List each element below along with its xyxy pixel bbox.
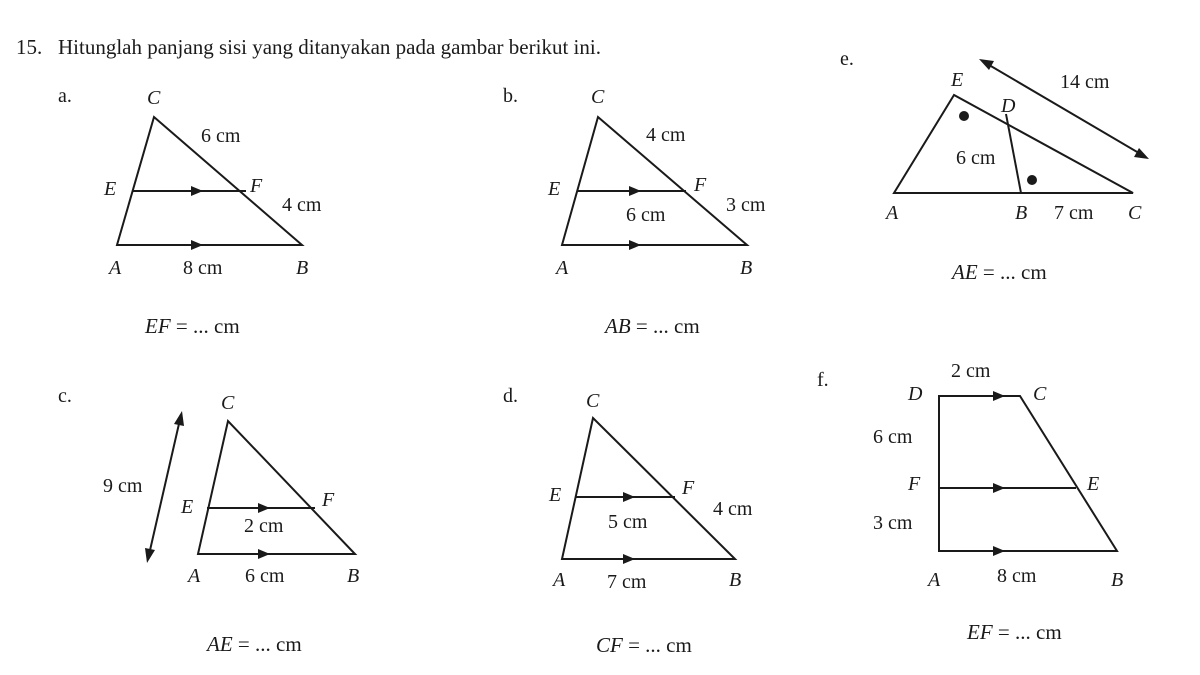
point-label-f-d: F [682, 477, 695, 499]
parallel-arrow-ef-b [629, 186, 641, 196]
parallel-arrow-ef-c [258, 503, 270, 513]
measure-ef-c: 2 cm [244, 515, 284, 537]
figure-e [894, 59, 1149, 193]
parallel-arrow-ab-d [623, 554, 635, 564]
parallel-arrow-ef-a [191, 186, 203, 196]
answer-rest-c: = ... cm [232, 632, 302, 656]
point-label-a-f: A [928, 569, 941, 591]
answer-var-c: AE [207, 632, 233, 656]
item-label-e: e. [840, 48, 854, 70]
measure-arrow-bottom-e [1134, 148, 1149, 159]
item-label-a: a. [58, 85, 72, 107]
point-label-e-f: E [1087, 473, 1100, 495]
parallel-arrow-fe-f [993, 483, 1005, 493]
measure-arrow-top-c [174, 411, 184, 426]
point-label-d-f: D [908, 383, 923, 405]
point-label-a-b: A [556, 257, 569, 279]
point-label-e-e: E [951, 69, 964, 91]
point-label-c-a: C [147, 87, 161, 109]
angle-mark-e [959, 111, 969, 121]
answer-d [596, 635, 692, 656]
parallel-arrow-ab-a [191, 240, 203, 250]
answer-e [952, 262, 1047, 283]
measure-ef-d: 5 cm [608, 511, 648, 533]
parallel-arrow-dc-f [993, 391, 1005, 401]
point-label-b-d: B [729, 569, 742, 591]
answer-a [145, 316, 240, 337]
measure-ab-d: 7 cm [607, 571, 647, 593]
point-label-b-b: B [740, 257, 753, 279]
answer-var-f: EF [967, 620, 993, 644]
measure-arrow-bottom-c [145, 548, 155, 563]
point-label-e-b: E [548, 178, 561, 200]
problem-instruction: Hitunglah panjang sisi yang ditanyakan pada gambar berikut ini. [58, 35, 601, 59]
point-label-b-a: B [296, 257, 309, 279]
answer-var-b: AB [605, 314, 631, 338]
answer-rest-a: = ... cm [170, 314, 240, 338]
point-label-c-b: C [591, 86, 605, 108]
parallel-arrow-ab-b [629, 240, 641, 250]
answer-f [967, 622, 1062, 643]
measure-ac-c: 9 cm [103, 475, 143, 497]
measure-bc-e: 7 cm [1054, 202, 1094, 224]
measure-fa-f: 3 cm [873, 512, 913, 534]
point-label-b-f: B [1111, 569, 1124, 591]
segment-db-e [1006, 114, 1021, 193]
point-label-f-b: F [694, 174, 707, 196]
parallel-arrow-ab-f [993, 546, 1005, 556]
measure-db-e: 6 cm [956, 147, 996, 169]
measure-ab-a: 8 cm [183, 257, 223, 279]
answer-var-d: CF [596, 633, 623, 657]
point-label-c-f: C [1033, 383, 1047, 405]
point-label-b-c: B [347, 565, 360, 587]
point-label-b-e: B [1015, 202, 1028, 224]
item-label-f: f. [817, 369, 829, 391]
triangle-abc-d [562, 418, 735, 559]
parallel-arrow-ab-c [258, 549, 270, 559]
measure-fb-b: 3 cm [726, 194, 766, 216]
answer-var-e: AE [952, 260, 978, 284]
point-label-c-d: C [586, 390, 600, 412]
answer-var-a: EF [145, 314, 171, 338]
point-label-f-f: F [908, 473, 921, 495]
figure-d [562, 418, 735, 564]
answer-c [207, 634, 302, 655]
measure-df-f: 6 cm [873, 426, 913, 448]
problem-number: 15. [16, 35, 43, 59]
point-label-e-d: E [549, 484, 562, 506]
item-label-d: d. [503, 385, 518, 407]
point-label-a-c: A [188, 565, 201, 587]
answer-rest-d: = ... cm [622, 633, 692, 657]
point-label-d-e: D [1001, 95, 1016, 117]
measure-cf-a: 6 cm [201, 125, 241, 147]
answer-b [605, 316, 700, 337]
answer-rest-f: = ... cm [992, 620, 1062, 644]
item-label-b: b. [503, 85, 518, 107]
measure-fb-a: 4 cm [282, 194, 322, 216]
measure-dc-f: 2 cm [951, 360, 991, 382]
measure-line-ac-c [148, 415, 181, 559]
measure-ab-c: 6 cm [245, 565, 285, 587]
answer-rest-e: = ... cm [977, 260, 1047, 284]
measure-ec-e: 14 cm [1060, 71, 1110, 93]
item-label-c: c. [58, 385, 72, 407]
angle-mark-b [1027, 175, 1037, 185]
point-label-f-c: F [322, 489, 335, 511]
figure-c [145, 411, 355, 563]
measure-fb-d: 4 cm [713, 498, 753, 520]
point-label-e-c: E [181, 496, 194, 518]
answer-rest-b: = ... cm [630, 314, 700, 338]
measure-cf-b: 4 cm [646, 124, 686, 146]
point-label-f-a: F [250, 175, 263, 197]
measure-ab-f: 8 cm [997, 565, 1037, 587]
point-label-c-c: C [221, 392, 235, 414]
point-label-a-a: A [109, 257, 122, 279]
measure-arrow-top-e [979, 59, 994, 70]
measure-ef-b: 6 cm [626, 204, 666, 226]
point-label-c-e: C [1128, 202, 1142, 224]
point-label-a-d: A [553, 569, 566, 591]
parallel-arrow-ef-d [623, 492, 635, 502]
point-label-a-e: A [886, 202, 899, 224]
point-label-e-a: E [104, 178, 117, 200]
